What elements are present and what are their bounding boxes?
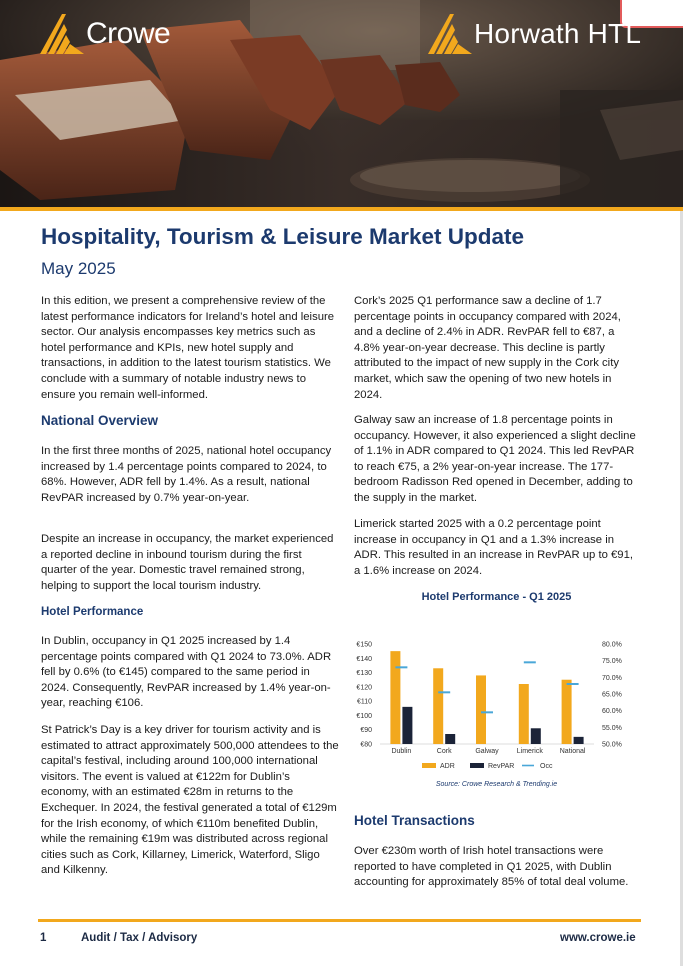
- adr-bar: [519, 684, 529, 744]
- y-right-tick-label: 60.0%: [602, 708, 622, 716]
- national-overview-heading: National Overview: [41, 413, 159, 428]
- legend-swatch-revpar: [470, 763, 484, 768]
- chart-source: Source: Crowe Research & Trending.ie: [435, 781, 558, 788]
- revpar-bar: [445, 734, 455, 744]
- galway-paragraph: Galway saw an increase of 1.8 percentage points in occupancy. However, it also experienced a slight decline of 1.1% in ADR compared to Q1 2024. This led RevPAR to reach €75, a 2% year-on-year increase. The 177-bedroom Radisson Red opened in December, adding to the supply in the market.: [354, 414, 636, 504]
- st-patricks-paragraph: St Patrick’s Day is a key driver for tourism activity and is estimated to attract approximately 500,000 attendees to the capital’s festival, including around 100,000 international visitors. The event is valued at €122m for Dublin’s economy, with an estimated €28m in returns to the Exchequer. In 2024, the festival generated a total of €129m for the Irish economy, of which €110m benefited Dublin, while the remaining €19m was distributed across regional cities such as Cork, Killarney, Limerick, Waterford, Sligo and Kilkenny.: [41, 724, 339, 877]
- revpar-bar: [402, 707, 412, 744]
- x-tick-label: Dublin: [391, 748, 412, 755]
- header-gold-rule: [0, 207, 683, 211]
- legend-label-revpar: RevPAR: [488, 763, 515, 770]
- footer-website[interactable]: www.crowe.ie: [560, 932, 636, 944]
- y-left-tick-label: €110: [356, 698, 372, 706]
- national-paragraph-1: In the first three months of 2025, national hotel occupancy increased by 1.4 percentage points compared to 2024, to 68%. However, ADR fell by 1.4%. As a result, national RevPAR increased by 0.7% year-on-year.: [41, 445, 332, 504]
- revpar-bar: [574, 737, 584, 744]
- chart-title: Hotel Performance - Q1 2025: [421, 591, 572, 603]
- footer-gold-rule: [38, 919, 641, 922]
- y-left-tick-label: €150: [356, 641, 372, 649]
- adr-bar: [476, 675, 486, 744]
- y-right-tick-label: 70.0%: [602, 674, 622, 682]
- limerick-paragraph: Limerick started 2025 with a 0.2 percentage point increase in occupancy in Q1 and a 1.3% increase in ADR. This resulted in an increase in RevPAR up to €91, a 1.6% increase on 2024.: [354, 518, 634, 577]
- y-right-tick-label: 65.0%: [602, 691, 622, 699]
- brand-horwath-label: Horwath HTL: [474, 18, 642, 49]
- crowe-mark-icon: [40, 14, 86, 54]
- crowe-logo: [40, 14, 170, 54]
- horwath-mark-icon: [428, 14, 474, 54]
- page-subtitle: May 2025: [41, 259, 116, 278]
- y-left-tick-label: €130: [356, 670, 372, 678]
- y-left-tick-label: €90: [360, 727, 372, 735]
- cork-paragraph: Cork’s 2025 Q1 performance saw a decline of 1.7 percentage points in occupancy compared with 2024, and a decline of 2.4% in ADR. RevPAR fell to €87, a 4.8% year-on-year decrease. This decline is partly attributed to the impact of new supply in the Cork city market, which saw the opening of two new hotels in 2024.: [354, 295, 621, 401]
- revpar-bar: [531, 728, 541, 744]
- legend-swatch-adr: [422, 763, 436, 768]
- x-tick-label: Galway: [475, 748, 499, 755]
- national-paragraph-2: Despite an increase in occupancy, the market experienced a reported decline in inbound tourism during the first quarter of the year. Domestic travel remained strong, helping to support the local tourism industry.: [41, 533, 334, 592]
- adr-bar: [562, 680, 572, 744]
- intro-paragraph: In this edition, we present a comprehensive review of the latest performance indicators for Ireland’s hotel and leisure sector. Our analysis encompasses key metrics such as hotel performance and KPIs, new hotel supply and transactions, in addition to the latest tourism statistics. We conclude with a summary of notable industry news to ensure you remain well-informed.: [41, 295, 335, 401]
- legend-label-adr: ADR: [440, 763, 455, 770]
- adr-bar: [390, 651, 400, 744]
- x-tick-label: Cork: [436, 748, 452, 755]
- y-right-tick-label: 75.0%: [602, 658, 622, 666]
- y-left-tick-label: €140: [356, 655, 372, 663]
- y-right-tick-label: 80.0%: [602, 641, 622, 649]
- y-right-tick-label: 55.0%: [602, 724, 622, 732]
- page-number: 1: [40, 932, 47, 944]
- y-right-tick-label: 50.0%: [602, 741, 622, 749]
- horwath-logo: [428, 14, 641, 54]
- y-left-tick-label: €100: [356, 712, 372, 720]
- legend-label-occ: Occ: [540, 763, 553, 770]
- hotel-transactions-heading: Hotel Transactions: [354, 813, 475, 828]
- page-title: Hospitality, Tourism & Leisure Market Update: [41, 224, 525, 249]
- brand-crowe-label: Crowe: [86, 17, 171, 50]
- x-tick-label: National: [559, 748, 586, 755]
- dublin-paragraph: In Dublin, occupancy in Q1 2025 increased by 1.4 percentage points compared with Q1 2024 to 73.0%. ADR fell by 0.6% (to €145) compared to the same period in 2024. Consequently, RevPAR increased by 1.4% year-on-year, reaching €106.: [41, 635, 332, 710]
- y-left-tick-label: €80: [360, 741, 372, 749]
- footer-services: Audit / Tax / Advisory: [81, 932, 198, 944]
- adr-bar: [433, 668, 443, 744]
- x-tick-label: Limerick: [516, 748, 543, 755]
- hotel-performance-chart: [350, 634, 640, 779]
- y-left-tick-label: €120: [356, 684, 372, 692]
- hotel-performance-heading: Hotel Performance: [41, 606, 144, 618]
- transactions-paragraph: Over €230m worth of Irish hotel transactions were reported to have completed in Q1 2025, with Dublin accounting for approximately 85% of total deal volume.: [354, 845, 629, 889]
